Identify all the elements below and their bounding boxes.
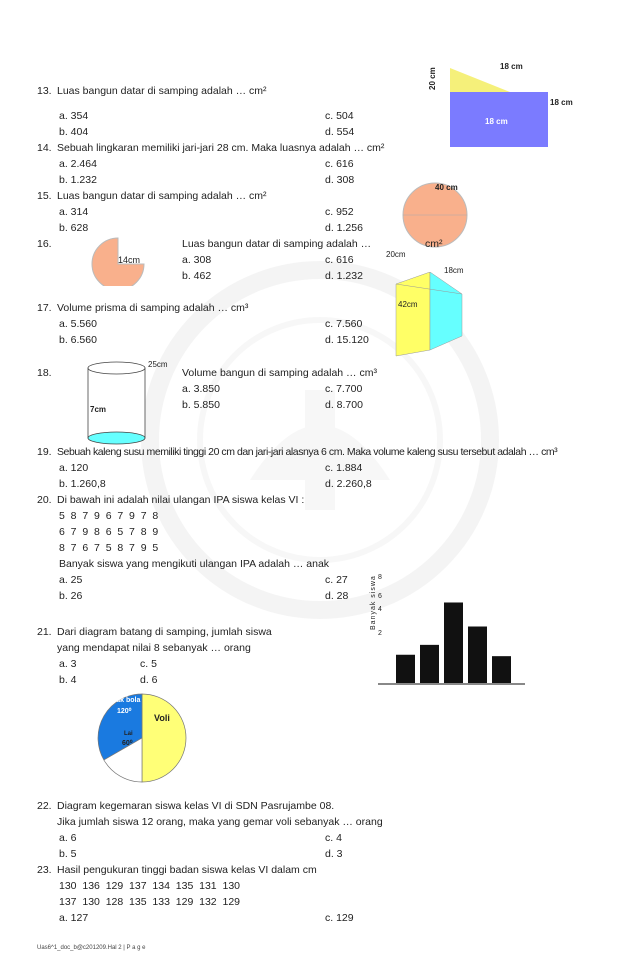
q13-number: 13.: [37, 85, 52, 97]
q14-option-d: d. 308: [325, 174, 355, 186]
q14-option-c: c. 616: [325, 158, 354, 170]
pie-label-sepak-bola-deg: 120⁰: [117, 708, 132, 715]
q17-number: 17.: [37, 302, 52, 314]
q13-inner-label: 18 cm: [485, 117, 508, 126]
q13-option-d: d. 554: [325, 126, 355, 138]
q17-label-c: 42cm: [398, 300, 418, 309]
q19-number: 19.: [37, 446, 52, 458]
q22-option-a: a. 6: [59, 832, 77, 844]
q18-option-d: d. 8.700: [325, 399, 363, 411]
q19-option-b: b. 1.260,8: [59, 478, 106, 490]
q17-label-a: 20cm: [386, 250, 406, 259]
q15-option-b: b. 628: [59, 222, 89, 234]
q14-option-b: b. 1.232: [59, 174, 97, 186]
q15-text: Luas bangun datar di samping adalah … cm²: [57, 190, 267, 202]
q17-option-d: d. 15.120: [325, 334, 369, 346]
q13-triangle: [450, 68, 510, 92]
q18-option-b: b. 5.850: [182, 399, 220, 411]
bar-chart: [370, 560, 530, 690]
q17-option-b: b. 6.560: [59, 334, 97, 346]
q20-option-d: d. 28: [325, 590, 349, 602]
bar-chart-ytick-6: 6: [378, 593, 382, 600]
q21-option-a: a. 3: [59, 658, 77, 670]
q19-text: Sebuah kaleng susu memiliki tinggi 20 cm dan jari-jari alasnya 6 cm. Maka volume kaleng susu tersebut adalah … cm³: [57, 446, 558, 458]
page-footer: Uas6^1_doc_b@c201209.Hal 2 | P a g e: [37, 945, 146, 951]
q22-option-d: d. 3: [325, 848, 343, 860]
q14-option-a: a. 2.464: [59, 158, 97, 170]
q20-data-row-3: 8 7 6 7 5 8 7 9 5: [59, 542, 159, 554]
q15-option-d: d. 1.256: [325, 222, 363, 234]
q17-option-a: a. 5.560: [59, 318, 97, 330]
q23-data-row-2: 137 130 128 135 133 129 132 129: [59, 896, 240, 908]
pie-label-voli: Voli: [154, 713, 170, 723]
q16-option-a: a. 308: [182, 254, 212, 266]
q17-label-b: 18cm: [444, 266, 464, 275]
bar-5: [492, 656, 511, 683]
bar-2: [420, 645, 439, 683]
q20-data-row-1: 5 8 7 9 6 7 9 7 8: [59, 510, 159, 522]
q20-option-c: c. 27: [325, 574, 348, 586]
q14-number: 14.: [37, 142, 52, 154]
q17-option-c: c. 7.560: [325, 318, 363, 330]
q21-option-c: c. 5: [140, 658, 157, 670]
q22-text-line1: Diagram kegemaran siswa kelas VI di SDN Pasrujambe 08.: [57, 800, 335, 812]
q18-option-c: c. 7.700: [325, 383, 363, 395]
bar-1: [396, 655, 415, 683]
q18-cylinder-figure: [86, 360, 148, 445]
q23-number: 23.: [37, 864, 52, 876]
bar-chart-ytick-8: 8: [378, 574, 382, 581]
q13-side-label: 20 cm: [428, 67, 437, 90]
q15-number: 15.: [37, 190, 52, 202]
q23-option-a: a. 127: [59, 912, 89, 924]
q21-option-d: d. 6: [140, 674, 158, 686]
pie-label-lain-deg: 60⁰: [122, 740, 133, 747]
q16-option-c: c. 616: [325, 254, 354, 266]
pie-chart: [96, 692, 188, 784]
q21-option-b: b. 4: [59, 674, 77, 686]
q21-text-line1: Dari diagram batang di samping, jumlah siswa: [57, 626, 272, 638]
pie-label-sepak-bola: pak bola: [112, 697, 141, 704]
pie-slice-voli: [142, 694, 186, 782]
q16-option-d: d. 1.232: [325, 270, 363, 282]
q18-text: Volume bangun di samping adalah … cm³: [182, 367, 377, 379]
pie-label-lain: Lai: [124, 731, 133, 737]
q22-option-b: b. 5: [59, 848, 77, 860]
q22-text-line2: Jika jumlah siswa 12 orang, maka yang gemar voli sebanyak … orang: [57, 816, 383, 828]
q17-prism-figure: [392, 272, 467, 357]
q16-text: Luas bangun datar di samping adalah …: [182, 238, 372, 250]
q18-radius-label: 7cm: [90, 405, 107, 414]
q16-unit: cm²: [425, 238, 443, 250]
q20-number: 20.: [37, 494, 52, 506]
q18-height-label: 25cm: [148, 360, 168, 369]
q20-text: Di bawah ini adalah nilai ulangan IPA siswa kelas VI :: [57, 494, 305, 506]
bar-chart-ytick-2: 2: [378, 630, 382, 637]
q13-top-label: 18 cm: [500, 62, 523, 71]
q13-figure: [430, 60, 590, 155]
q19-option-c: c. 1.884: [325, 462, 363, 474]
q19-option-a: a. 120: [59, 462, 89, 474]
q22-option-c: c. 4: [325, 832, 342, 844]
q18-number: 18.: [37, 367, 52, 379]
q22-number: 22.: [37, 800, 52, 812]
q21-text-line2: yang mendapat nilai 8 sebanyak … orang: [57, 642, 251, 654]
q18-option-a: a. 3.850: [182, 383, 220, 395]
q14-text: Sebuah lingkaran memiliki jari-jari 28 cm. Maka luasnya adalah … cm²: [57, 142, 385, 154]
q13-right-label: 18 cm: [550, 98, 573, 107]
q15-diameter-label: 40 cm: [435, 183, 458, 192]
q16-number: 16.: [37, 238, 52, 250]
q19-option-d: d. 2.260,8: [325, 478, 372, 490]
q20-option-b: b. 26: [59, 590, 83, 602]
q16-radius-label: 14cm: [118, 255, 141, 265]
q15-option-c: c. 952: [325, 206, 354, 218]
q20-option-a: a. 25: [59, 574, 83, 586]
q20-question: Banyak siswa yang mengikuti ulangan IPA adalah … anak: [59, 558, 330, 570]
q13-text: Luas bangun datar di samping adalah … cm²: [57, 85, 267, 97]
q17-text: Volume prisma di samping adalah … cm³: [57, 302, 249, 314]
bar-3: [444, 602, 463, 683]
q23-data-row-1: 130 136 129 137 134 135 131 130: [59, 880, 240, 892]
bar-chart-ylabel: Banyak siswa: [370, 575, 377, 630]
bar-chart-ytick-4: 4: [378, 606, 382, 613]
q13-option-a: a. 354: [59, 110, 89, 122]
q16-option-b: b. 462: [182, 270, 212, 282]
q15-option-a: a. 314: [59, 206, 89, 218]
bar-4: [468, 627, 487, 684]
q13-option-b: b. 404: [59, 126, 89, 138]
q13-option-c: c. 504: [325, 110, 354, 122]
q23-option-c: c. 129: [325, 912, 354, 924]
q21-number: 21.: [37, 626, 52, 638]
q20-data-row-2: 6 7 9 8 6 5 7 8 9: [59, 526, 159, 538]
q23-text: Hasil pengukuran tinggi badan siswa kelas VI dalam cm: [57, 864, 317, 876]
